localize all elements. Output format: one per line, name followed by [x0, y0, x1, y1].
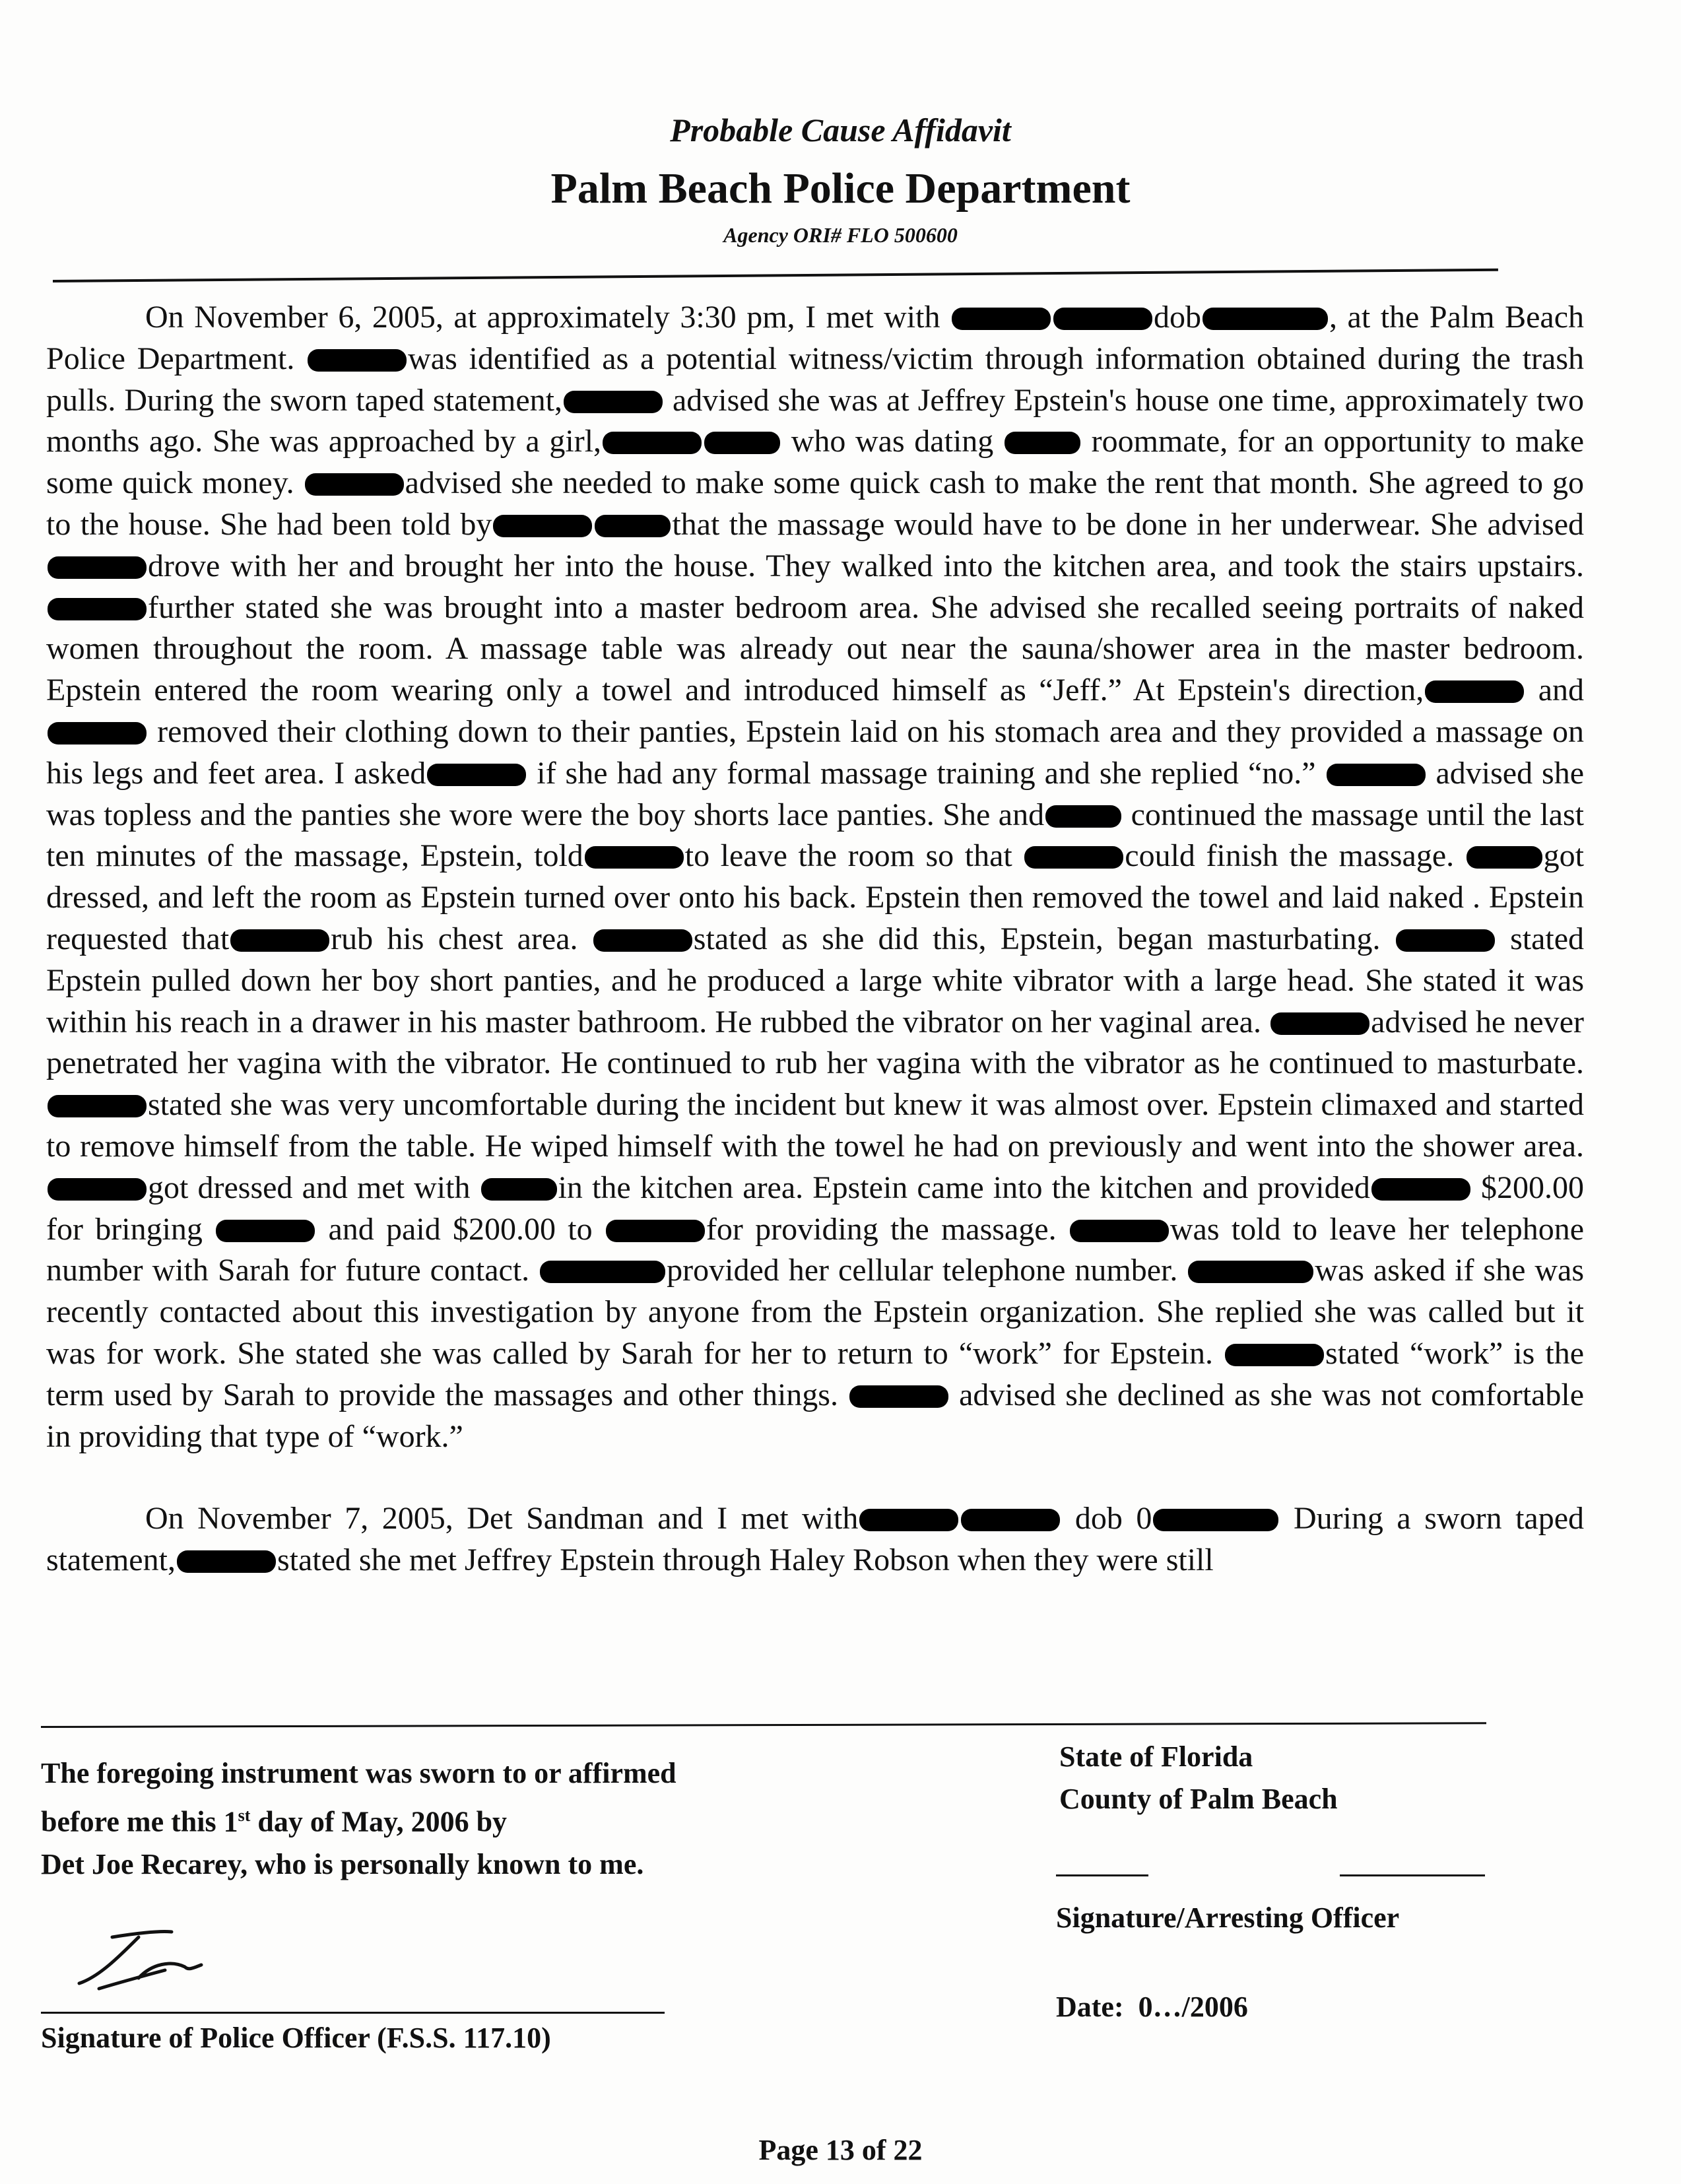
- text-segment: , at the Palm Beach Police Department.: [46, 300, 1585, 376]
- redaction-bar: [585, 846, 684, 869]
- footer-rule: [41, 1722, 1486, 1728]
- affidavit-body: [46, 297, 1584, 1581]
- header-rule: [53, 269, 1498, 282]
- redaction-bar: [1327, 764, 1426, 786]
- agency-ori: [0, 223, 1681, 248]
- text-segment: provided her cellular telephone number.: [667, 1253, 1178, 1288]
- page-number: Page 13 of 22: [758, 2134, 923, 2166]
- redaction-bar: [305, 473, 404, 496]
- redaction-bar: [230, 929, 329, 952]
- redaction-bar: [595, 515, 671, 537]
- signature-line: [41, 2012, 665, 2014]
- date-label: Date:: [1056, 1991, 1124, 2023]
- text-segment: and: [1538, 673, 1585, 708]
- text-segment: got dressed, and left the room as Epstein turned over onto his back. Epstein then removed the towel and laid naked . Epstein requested that: [46, 838, 1585, 956]
- paragraph-nov-6: [46, 297, 1584, 1457]
- redaction-bar: [1203, 308, 1328, 330]
- text-segment: further stated she was brought into a master bedroom area. She advised she recalled seeing portraits of naked women throughout the room. A massage table was already out near the sauna/shower area in the master bedroom. Epstein entered the room wearing only a towel and introduced himself as “Jeff.” At Epstein's direction,: [46, 589, 1584, 708]
- text-segment: stated Epstein pulled down her boy short panties, and he produced a large white vibrator with a large head. She stated it was within his reach in a drawer in his master bathroom. He rubbed the vibrator on her vaginal area.: [46, 921, 1585, 1040]
- text-segment: and paid $200.00 to: [328, 1211, 593, 1247]
- redaction-bar: [48, 556, 147, 579]
- text-segment: was identified as a potential witness/victim through information obtained during the trash pulls. During the sworn taped statement,: [46, 341, 1584, 418]
- redaction-bar: [1188, 1261, 1313, 1283]
- redaction-bar: [1270, 1012, 1369, 1035]
- paragraph-nov-7: [46, 1498, 1584, 1581]
- text-segment: stated she met Jeffrey Epstein through Haley Robson when they were still: [277, 1542, 1214, 1578]
- text-segment: advised she needed to make some quick cash to make the rent that month. She agreed to go to the house. She had been told by: [46, 465, 1585, 542]
- redaction-bar: [564, 391, 663, 413]
- redaction-bar: [481, 1178, 557, 1201]
- redaction-bar: [1225, 1344, 1324, 1366]
- text-segment: who was dating: [791, 424, 994, 459]
- redaction-bar: [603, 432, 702, 454]
- redaction-bar: [177, 1550, 276, 1573]
- sworn-text: before me this 1: [41, 1805, 238, 1838]
- redaction-bar: [48, 1178, 147, 1201]
- redaction-bar: [48, 1095, 147, 1117]
- state-name: State of Florida: [1059, 1740, 1253, 1773]
- redaction-bar: [859, 1509, 958, 1531]
- jurisdiction-block: [1059, 1736, 1521, 1820]
- county-name: County of Palm Beach: [1059, 1783, 1338, 1815]
- agency-label: Agency ORI#: [723, 223, 841, 247]
- redaction-bar: [1371, 1178, 1470, 1201]
- redaction-bar: [606, 1220, 705, 1242]
- redaction-bar: [952, 308, 1051, 330]
- signature-label: Signature of Police Officer (F.S.S. 117.10): [41, 2022, 551, 2054]
- text-segment: continued the massage until the last ten minutes of the massage, Epstein, told: [46, 797, 1585, 874]
- text-segment: advised she was at Jeffrey Epstein's house one time, approximately two months ago. She was approached by a girl,: [46, 382, 1585, 459]
- redaction-bar: [1396, 929, 1495, 952]
- officer-label: Signature/Arresting Officer: [1056, 1902, 1400, 1934]
- redaction-bar: [1005, 432, 1080, 454]
- sworn-text: day of May, 2006 by: [250, 1805, 508, 1838]
- text-segment: was asked if she was recently contacted about this investigation by anyone from the Epstein organization. She replied she was called but it was for work. She stated she was called by Sarah for her to return to “work” for Epstein.: [46, 1253, 1584, 1371]
- text-segment: got dressed and met with: [148, 1170, 471, 1205]
- text-segment: stated she was very uncomfortable during the incident but knew it was almost over. Epstein climaxed and started to remove himself from the table. He wiped himself with the towel he had on previously and went into the shower area.: [46, 1087, 1584, 1164]
- redaction-bar: [961, 1509, 1060, 1531]
- redaction-bar: [1024, 846, 1123, 869]
- text-segment: was told to leave her telephone number with Sarah for future contact.: [46, 1211, 1585, 1288]
- officer-signature-line: [1340, 1874, 1485, 1876]
- date-value: 0…/2006: [1138, 1991, 1248, 2023]
- sworn-statement: [41, 1752, 899, 1886]
- text-segment: removed their clothing down to their panties, Epstein laid on his stomach area and they provided a massage on his legs and feet area. I asked: [46, 713, 1585, 791]
- text-segment: $200.00 for bringing: [46, 1170, 1585, 1247]
- redaction-bar: [593, 929, 692, 952]
- redaction-bar: [493, 515, 592, 537]
- handwritten-signature: [73, 1917, 271, 1997]
- agency-value: FLO 500600: [846, 223, 958, 247]
- text-segment: to leave the room so that: [684, 838, 1012, 874]
- text-segment: roommate, for an opportunity to make some quick money.: [46, 424, 1585, 501]
- sworn-line: The foregoing instrument was sworn to or affirmed: [41, 1757, 676, 1789]
- redaction-bar: [308, 349, 407, 372]
- redaction-bar: [1425, 680, 1524, 703]
- text-segment: advised he never penetrated her vagina with the vibrator. He continued to rub her vagina with the vibrator as he continued to masturbate.: [46, 1004, 1584, 1081]
- document-title: Probable Cause Affidavit: [670, 112, 1011, 149]
- text-segment: that the massage would have to be done in her underwear. She advised: [672, 506, 1585, 542]
- redaction-bar: [216, 1220, 315, 1242]
- redaction-bar: [704, 432, 780, 454]
- redaction-bar: [1045, 805, 1121, 828]
- text-segment: advised she was topless and the panties she wore were the boy shorts lace panties. She and: [46, 755, 1584, 832]
- text-segment: During a sworn taped statement,: [46, 1501, 1585, 1578]
- redaction-bar: [48, 722, 147, 745]
- redaction-bar: [1070, 1220, 1169, 1242]
- text-segment: dob: [1154, 300, 1201, 335]
- department-name: Palm Beach Police Department: [550, 164, 1131, 213]
- text-segment: rub his chest area.: [331, 921, 578, 956]
- text-segment: On November 7, 2005, Det Sandman and I met with: [145, 1501, 859, 1537]
- redaction-bar: [1153, 1509, 1278, 1531]
- redaction-bar: [1053, 308, 1152, 330]
- text-segment: drove with her and brought her into the house. They walked into the kitchen area, and took the stairs upstairs.: [148, 548, 1584, 583]
- text-segment: stated “work” is the term used by Sarah to provide the massages and other things.: [46, 1335, 1584, 1412]
- text-segment: in the kitchen area. Epstein came into the kitchen and provided: [558, 1170, 1370, 1205]
- ordinal-suffix: st: [238, 1806, 251, 1825]
- text-segment: for providing the massage.: [706, 1211, 1057, 1247]
- text-segment: dob 0: [1074, 1501, 1152, 1537]
- text-segment: advised she declined as she was not comfortable in providing that type of “work.”: [46, 1377, 1585, 1454]
- redaction-bar: [849, 1385, 948, 1408]
- redaction-bar: [1467, 846, 1542, 869]
- officer-signature-line: [1056, 1874, 1148, 1876]
- text-segment: could finish the massage.: [1125, 838, 1455, 874]
- sworn-line: [41, 1795, 899, 1843]
- redaction-bar: [427, 764, 526, 786]
- redaction-bar: [540, 1261, 665, 1283]
- sworn-line: Det Joe Recarey, who is personally known to me.: [41, 1847, 644, 1880]
- date-field: [1056, 1990, 1248, 2024]
- text-segment: stated as she did this, Epstein, began masturbating.: [693, 921, 1381, 956]
- text-segment: if she had any formal massage training and she replied “no.”: [537, 755, 1316, 791]
- redaction-bar: [48, 598, 147, 620]
- text-segment: On November 6, 2005, at approximately 3:30 pm, I met with: [145, 300, 940, 335]
